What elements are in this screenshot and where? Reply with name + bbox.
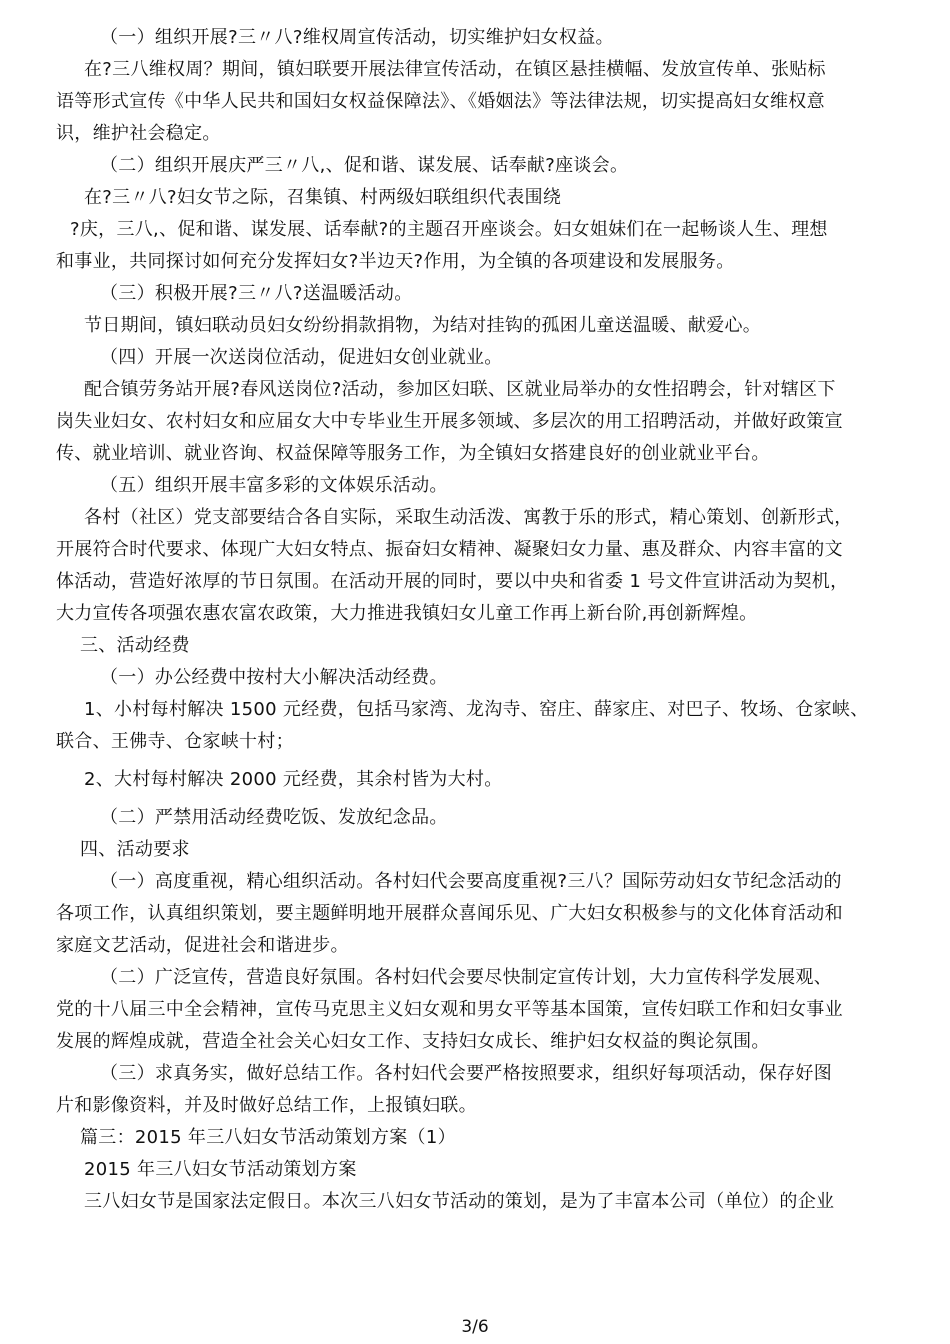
text-line: 传、就业培训、就业咨询、权益保障等服务工作，为全镇妇女搭建良好的创业就业平台。 [56,443,770,464]
text-line: 2、大村每村解决 2000 元经费，其余村皆为大村。 [84,769,503,790]
text-line: （四）开展一次送岗位活动，促进妇女创业就业。 [100,347,503,368]
text-line: （三）积极开展?三〃八?送温暖活动。 [100,283,413,304]
text-line: 大力宣传各项强农惠农富农政策，大力推进我镇妇女儿童工作再上新台阶,再创新辉煌。 [56,603,758,624]
text-line: 三、活动经费 [80,635,190,656]
text-line: 联合、王佛寺、仓家峡十村； [56,731,294,752]
text-line: 2015 年三八妇女节活动策划方案 [84,1159,357,1180]
text-line: （一）高度重视，精心组织活动。各村妇代会要高度重视?三八？国际劳动妇女节纪念活动的 [100,871,842,892]
text-line: ?庆，三八,、促和谐、谋发展、话奉献?的主题召开座谈会。妇女姐妹们在一起畅谈人生、理想 [70,219,828,240]
text-line: （一）办公经费中按村大小解决活动经费。 [100,667,448,688]
page-number: 3/6 [461,1317,489,1337]
text-line: （二）广泛宣传，营造良好氛围。各村妇代会要尽快制定宣传计划，大力宣传科学发展观、 [100,967,832,988]
text-line: 和事业，共同探讨如何充分发挥妇女?半边天?作用，为全镇的各项建设和发展服务。 [56,251,735,272]
text-line: 篇三：2015 年三八妇女节活动策划方案（1） [80,1127,456,1148]
text-line: 体活动，营造好浓厚的节日氛围。在活动开展的同时，要以中央和省委 1 号文件宣讲活动为契机， [56,571,849,592]
text-line: 片和影像资料，并及时做好总结工作，上报镇妇联。 [56,1095,477,1116]
text-line: 四、活动要求 [80,839,190,860]
text-line: 语等形式宣传《中华人民共和国妇女权益保障法》、《婚姻法》等法律法规，切实提高妇女维权意 [56,91,825,112]
document-body [56,22,926,1218]
text-line: 识，维护社会稳定。 [56,123,221,144]
text-line: （一）组织开展?三〃八?维权周宣传活动，切实维护妇女权益。 [100,27,614,48]
text-line: （二）严禁用活动经费吃饭、发放纪念品。 [100,807,448,828]
text-line: 开展符合时代要求、体现广大妇女特点、振奋妇女精神、凝聚妇女力量、惠及群众、内容丰富的文 [56,539,843,560]
text-line: （五）组织开展丰富多彩的文体娱乐活动。 [100,475,448,496]
text-line: 节日期间，镇妇联动员妇女纷纷捐款捐物，为结对挂钩的孤困儿童送温暖、献爱心。 [84,315,762,336]
text-line: 党的十八届三中全会精神，宣传马克思主义妇女观和男女平等基本国策，宣传妇联工作和妇女事业 [56,999,843,1020]
text-line: 家庭文艺活动，促进社会和谐进步。 [56,935,349,956]
text-line: 配合镇劳务站开展?春风送岗位?活动，参加区妇联、区就业局举办的女性招聘会，针对辖区下 [84,379,836,400]
text-line: 岗失业妇女、农村妇女和应届女大中专毕业生开展多领域、多层次的用工招聘活动，并做好政策宣 [56,411,843,432]
text-line: （三）求真务实，做好总结工作。各村妇代会要严格按照要求，组织好每项活动，保存好图 [100,1063,832,1084]
text-line: 1、小村每村解决 1500 元经费，包括马家湾、龙沟寺、窑庄、薛家庄、对巴子、牧场、仓家峡、 [84,699,869,720]
text-line: 在?三八维权周？期间，镇妇联要开展法律宣传活动，在镇区悬挂横幅、发放宣传单、张贴标 [84,59,826,80]
text-line: 各项工作，认真组织策划，要主题鲜明地开展群众喜闻乐见、广大妇女积极参与的文化体育活动和 [56,903,843,924]
text-line: （二）组织开展庆严三〃八,、促和谐、谋发展、话奉献?座谈会。 [100,155,629,176]
text-line: 各村（社区）党支部要结合各自实际，采取生动活泼、寓教于乐的形式，精心策划、创新形式， [84,507,853,528]
text-line: 三八妇女节是国家法定假日。本次三八妇女节活动的策划，是为了丰富本公司（单位）的企业 [84,1191,835,1212]
text-line: 在?三〃八?妇女节之际，召集镇、村两级妇联组织代表围绕 [84,187,562,208]
text-line: 发展的辉煌成就，营造全社会关心妇女工作、支持妇女成长、维护妇女权益的舆论氛围。 [56,1031,770,1052]
